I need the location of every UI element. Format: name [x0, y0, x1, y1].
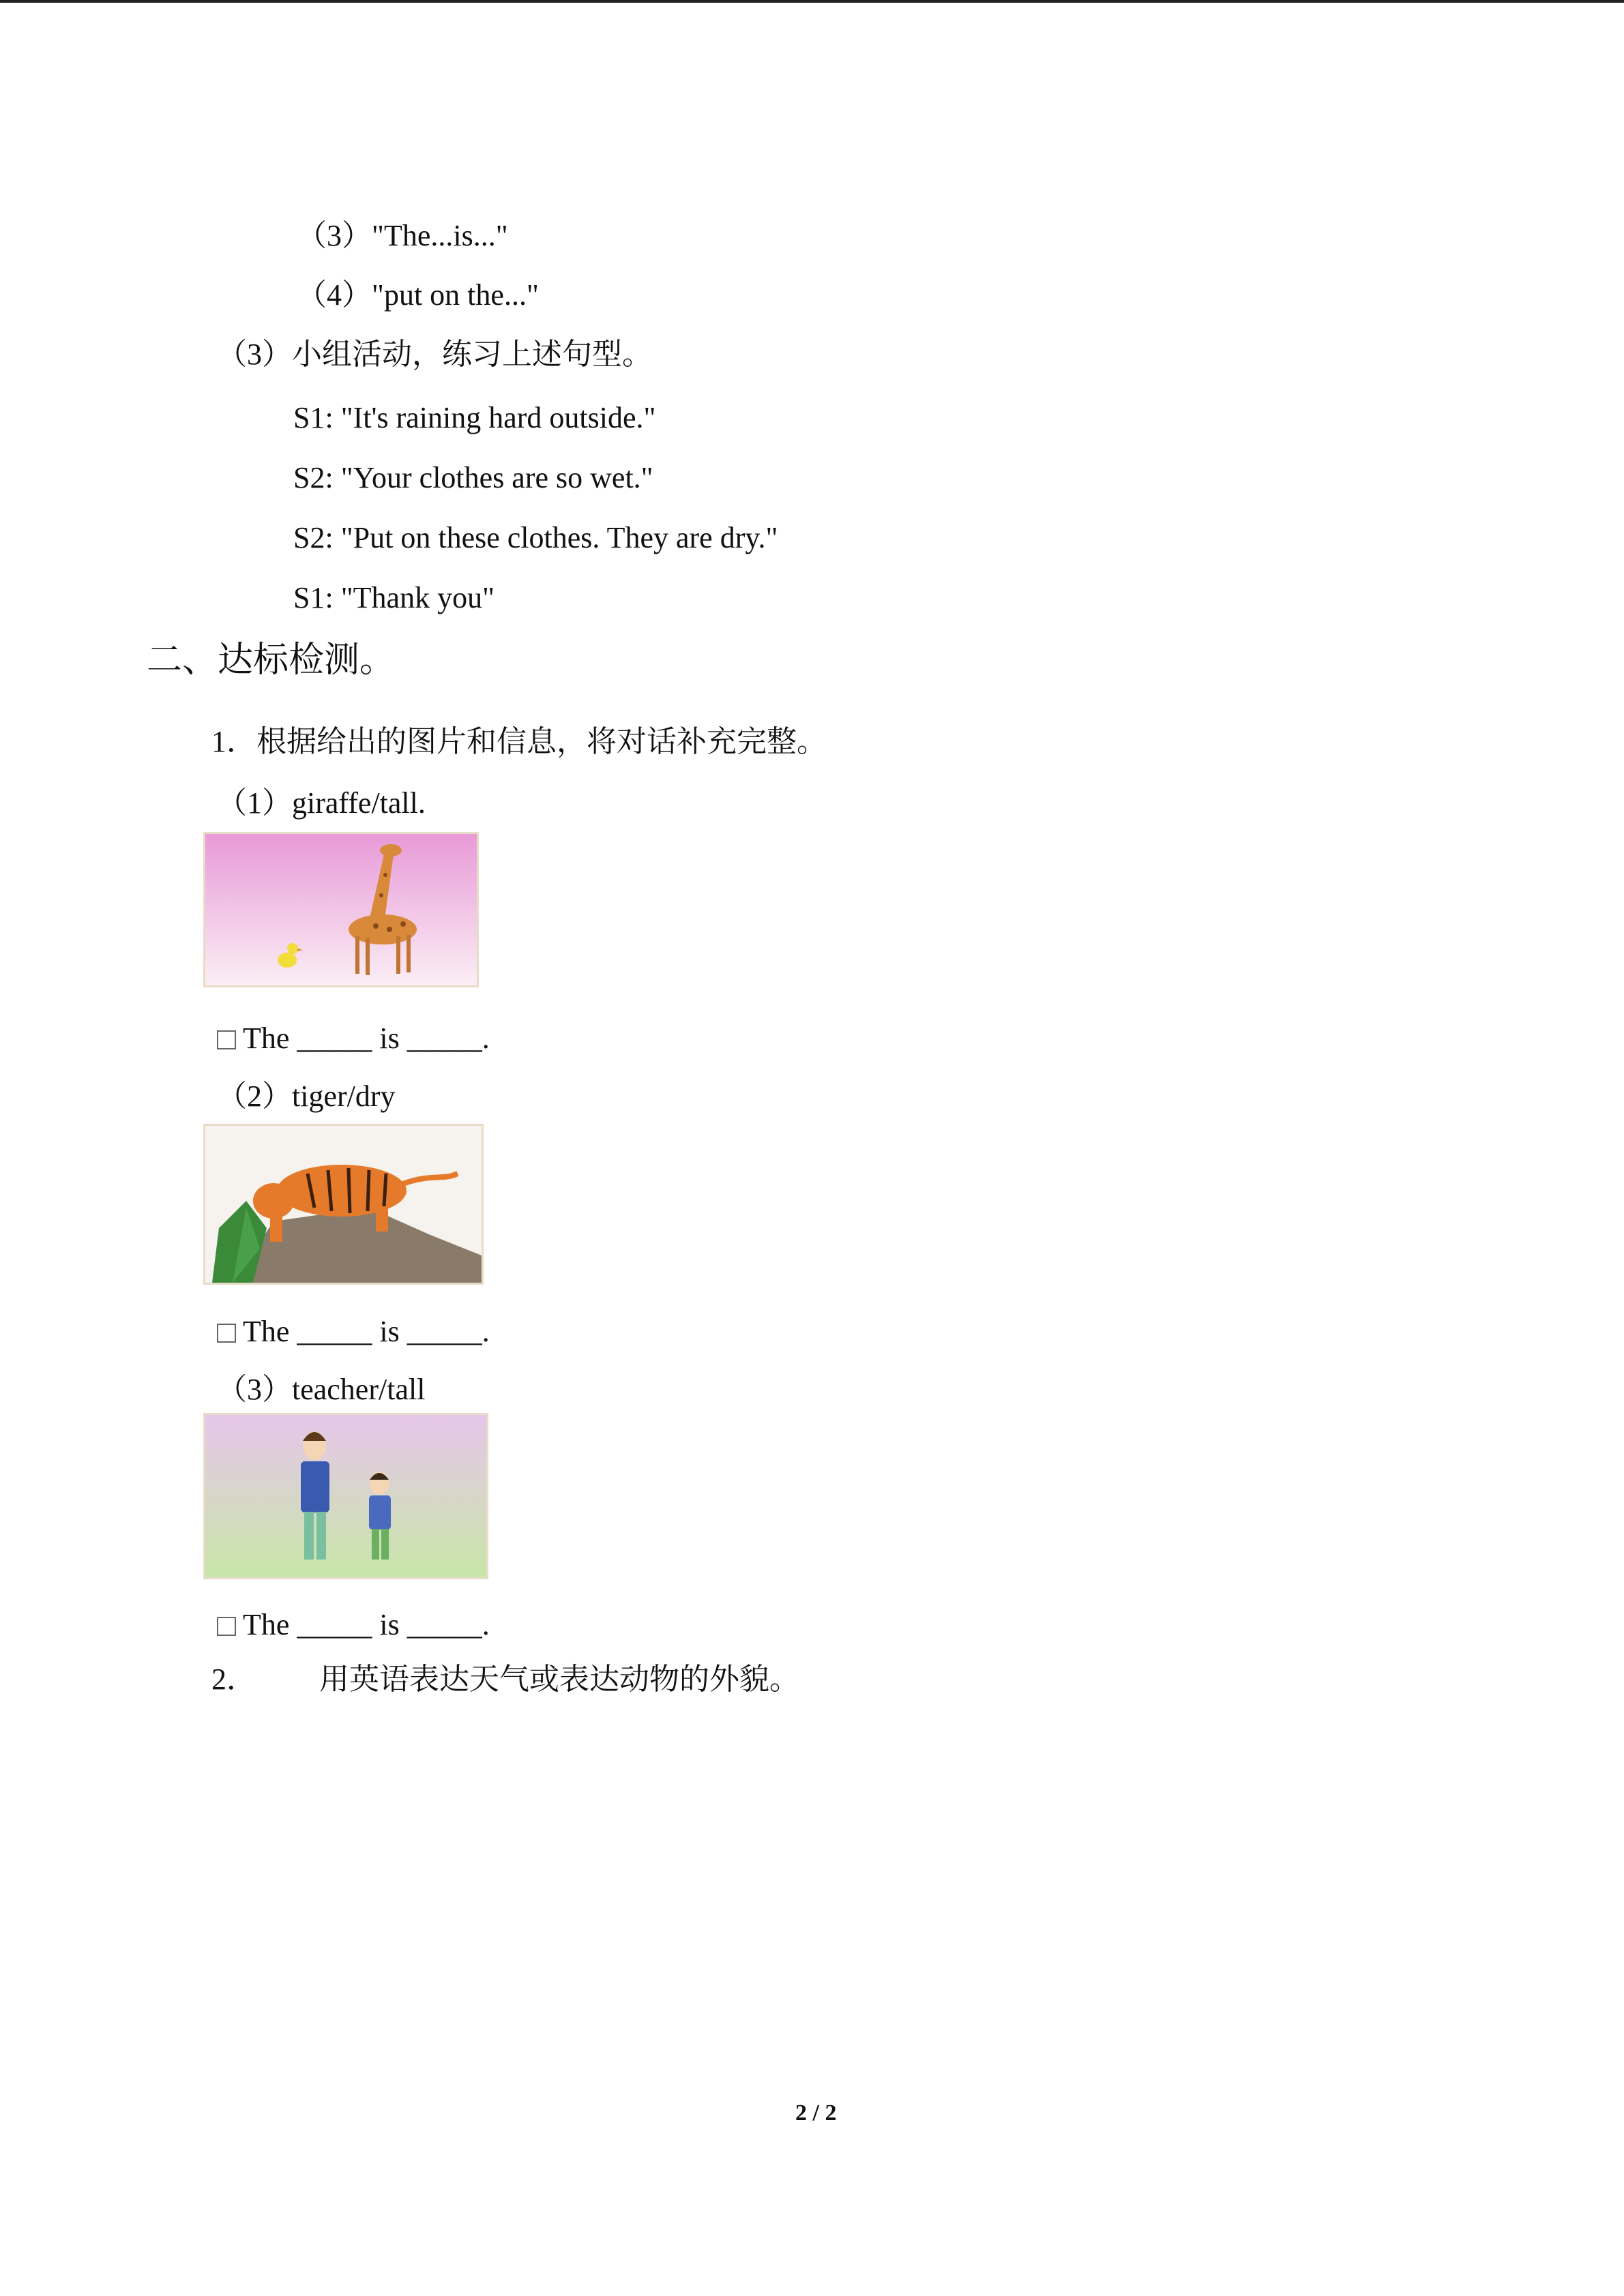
section-heading: 二、达标检测。 — [147, 641, 396, 680]
item-2-prompt: （2）tiger/dry — [217, 1079, 396, 1113]
item-3-answer — [217, 1606, 490, 1644]
item-1-answer — [217, 1019, 490, 1058]
top-border — [0, 0, 1624, 3]
dialogue-line-1: S1: "It's raining hard outside." — [293, 401, 656, 434]
giraffe-duck-picture — [203, 832, 479, 987]
item-3-prompt: （3）teacher/tall — [217, 1373, 426, 1406]
tiger-picture — [203, 1124, 484, 1285]
item-2-answer — [217, 1313, 490, 1351]
dialogue-line-2: S2: "Your clothes are so wet." — [293, 461, 653, 494]
group-activity-line: （3）小组活动，练习上述句型。 — [217, 338, 652, 371]
item-1-prompt: （1）giraffe/tall. — [217, 786, 426, 820]
question-2-number: 2． — [211, 1663, 256, 1696]
item-2-sentence: The _____ is _____. — [243, 1315, 490, 1348]
question-1: 1．根据给出的图片和信息，将对话补充完整。 — [211, 725, 827, 758]
dialogue-line-3: S2: "Put on these clothes. They are dry." — [293, 521, 778, 554]
question-2-text: 用英语表达天气或表达动物的外貌。 — [319, 1663, 799, 1696]
checkbox-icon[interactable] — [217, 1030, 236, 1049]
page-number: 2 / 2 — [795, 2100, 837, 2126]
pattern-line-3: （3）"The...is..." — [297, 219, 508, 252]
teacher-student-picture — [203, 1413, 488, 1579]
dialogue-line-4: S1: "Thank you" — [293, 581, 495, 614]
pattern-line-4: （4）"put on the..." — [297, 278, 539, 312]
item-3-sentence: The _____ is _____. — [243, 1608, 490, 1641]
item-1-sentence: The _____ is _____. — [243, 1022, 490, 1055]
checkbox-icon[interactable] — [217, 1617, 236, 1636]
checkbox-icon[interactable] — [217, 1324, 236, 1343]
